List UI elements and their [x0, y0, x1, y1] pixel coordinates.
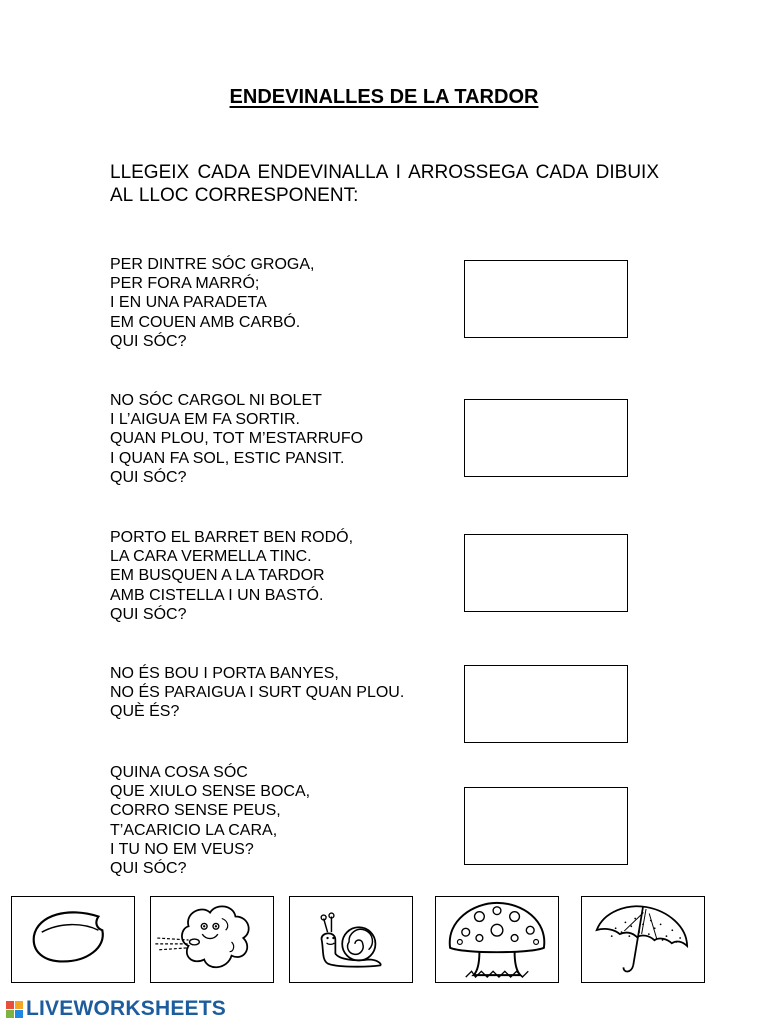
drop-zone-3[interactable]	[464, 534, 628, 612]
chestnut-icon	[12, 897, 134, 982]
drop-zone-1[interactable]	[464, 260, 628, 338]
riddle-umbrella: NO SÓC CARGOL NI BOLET I L’AIGUA EM FA SORTIR. QUAN PLOU, TOT M’ESTARRUFO I QUAN FA SOL, ESTIC PANSIT. QUI SÓC?	[110, 392, 364, 486]
instructions: LLEGEIX CADA ENDEVINALLA I ARROSSEGA CADA DIBUIX AL LLOC CORRESPONENT:	[110, 162, 659, 206]
riddle-chestnut: PER DINTRE SÓC GROGA, PER FORA MARRÓ; I EN UNA PARADETA EM COUEN AMB CARBÓ. QUI SÓC?	[110, 256, 315, 350]
umbrella-icon	[582, 897, 704, 982]
draggable-wind[interactable]	[150, 896, 274, 983]
wind-icon	[151, 897, 273, 982]
riddle-wind: QUINA COSA SÓC QUE XIULO SENSE BOCA, CORRO SENSE PEUS, T’ACARICIO LA CARA, I TU NO EM VEUS? QUI SÓC?	[110, 764, 311, 878]
draggable-chestnut[interactable]	[11, 896, 135, 983]
brand-name: LIVEWORKSHEETS	[26, 997, 226, 1020]
liveworksheets-mark-icon	[6, 1001, 23, 1018]
draggable-mushroom[interactable]	[435, 896, 559, 983]
drop-zone-5[interactable]	[464, 787, 628, 865]
drop-zone-2[interactable]	[464, 399, 628, 477]
page-title: ENDEVINALLES DE LA TARDOR	[229, 86, 539, 108]
snail-icon	[290, 897, 412, 982]
riddle-mushroom: PORTO EL BARRET BEN RODÓ, LA CARA VERMELLA TINC. EM BUSQUEN A LA TARDOR AMB CISTELLA I UN BASTÓ. QUI SÓC?	[110, 529, 354, 623]
draggable-umbrella[interactable]	[581, 896, 705, 983]
riddle-snail: NO ÉS BOU I PORTA BANYES, NO ÉS PARAIGUA I SURT QUAN PLOU. QUÈ ÉS?	[110, 665, 405, 721]
mushroom-icon	[436, 897, 558, 982]
drop-zone-4[interactable]	[464, 665, 628, 743]
liveworksheets-logo	[6, 997, 226, 1021]
draggable-snail[interactable]	[289, 896, 413, 983]
